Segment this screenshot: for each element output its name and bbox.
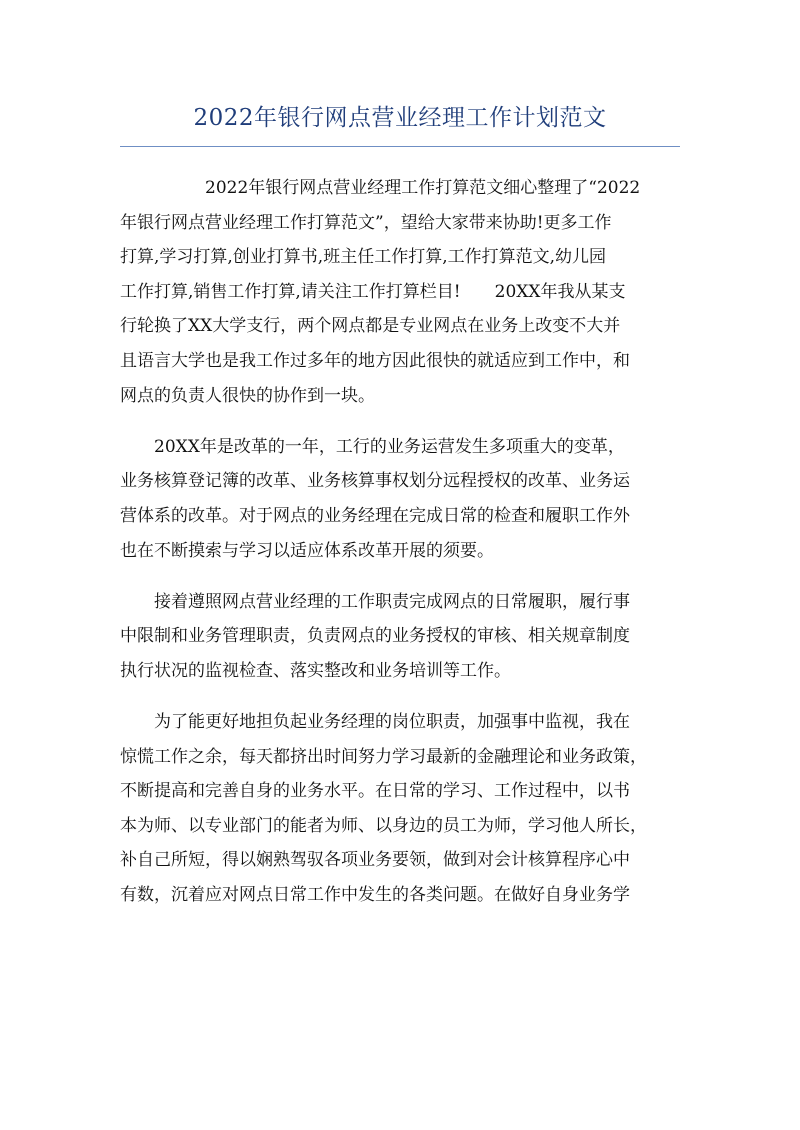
text-line: 工作打算,销售工作打算,请关注工作打算栏目! 20XX年我从某支 — [120, 281, 626, 302]
text-line: 营体系的改革。对于网点的业务经理在完成日常的检查和履职工作外 — [120, 505, 630, 526]
text-line: 中限制和业务管理职责，负责网点的业务授权的审核、相关规章制度 — [120, 626, 630, 647]
text-line: 也在不断摸索与学习以适应体系改革开展的须要。 — [120, 540, 494, 561]
text-line: 不断提高和完善自身的业务水平。在日常的学习、工作过程中，以书 — [120, 781, 630, 802]
text-line: 2022年银行网点营业经理工作打算范文细心整理了“2022 — [120, 178, 641, 198]
text-line: 且语言大学也是我工作过多年的地方因此很快的就适应到工作中，和 — [120, 350, 630, 371]
text-line: 接着遵照网点营业经理的工作职责完成网点的日常履职，履行事 — [120, 591, 630, 612]
text-line: 惊慌工作之余，每天都挤出时间努力学习最新的金融理论和业务政策， — [120, 746, 647, 767]
text-line: 业务核算登记簿的改革、业务核算事权划分远程授权的改革、业务运 — [120, 471, 630, 492]
text-line: 行轮换了XX大学支行，两个网点都是专业网点在业务上改变不大并 — [120, 316, 621, 337]
text-line: 20XX年是改革的一年，工行的业务运营发生多项重大的变革， — [120, 436, 625, 457]
paragraph-gap — [120, 568, 680, 585]
text-line: 执行状况的监视检查、落实整改和业务培训等工作。 — [120, 660, 511, 681]
document-title: 2022年银行网点营业经理工作计划范文 — [193, 105, 607, 131]
text-line: 为了能更好地担负起业务经理的岗位职责，加强事中监视，我在 — [120, 712, 630, 733]
text-line: 本为师、以专业部门的能者为师、以身边的员工为师，学习他人所长， — [120, 815, 647, 836]
text-line: 有数，沉着应对网点日常工作中发生的各类问题。在做好自身业务学 — [120, 885, 630, 906]
title-underline — [120, 146, 680, 147]
paragraph-gap — [120, 689, 680, 706]
text-line: 网点的负责人很快的协作到一块。 — [120, 385, 375, 406]
text-line: 补自己所短，得以娴熟驾驭各项业务要领，做到对会计核算程序心中 — [120, 850, 630, 871]
paragraph-gap — [120, 413, 680, 430]
text-line: 打算,学习打算,创业打算书,班主任工作打算,工作打算范文,幼儿园 — [120, 247, 607, 268]
document-body — [120, 171, 680, 913]
text-line: 年银行网点营业经理工作打算范文”，望给大家带来协助!更多工作 — [120, 212, 612, 233]
